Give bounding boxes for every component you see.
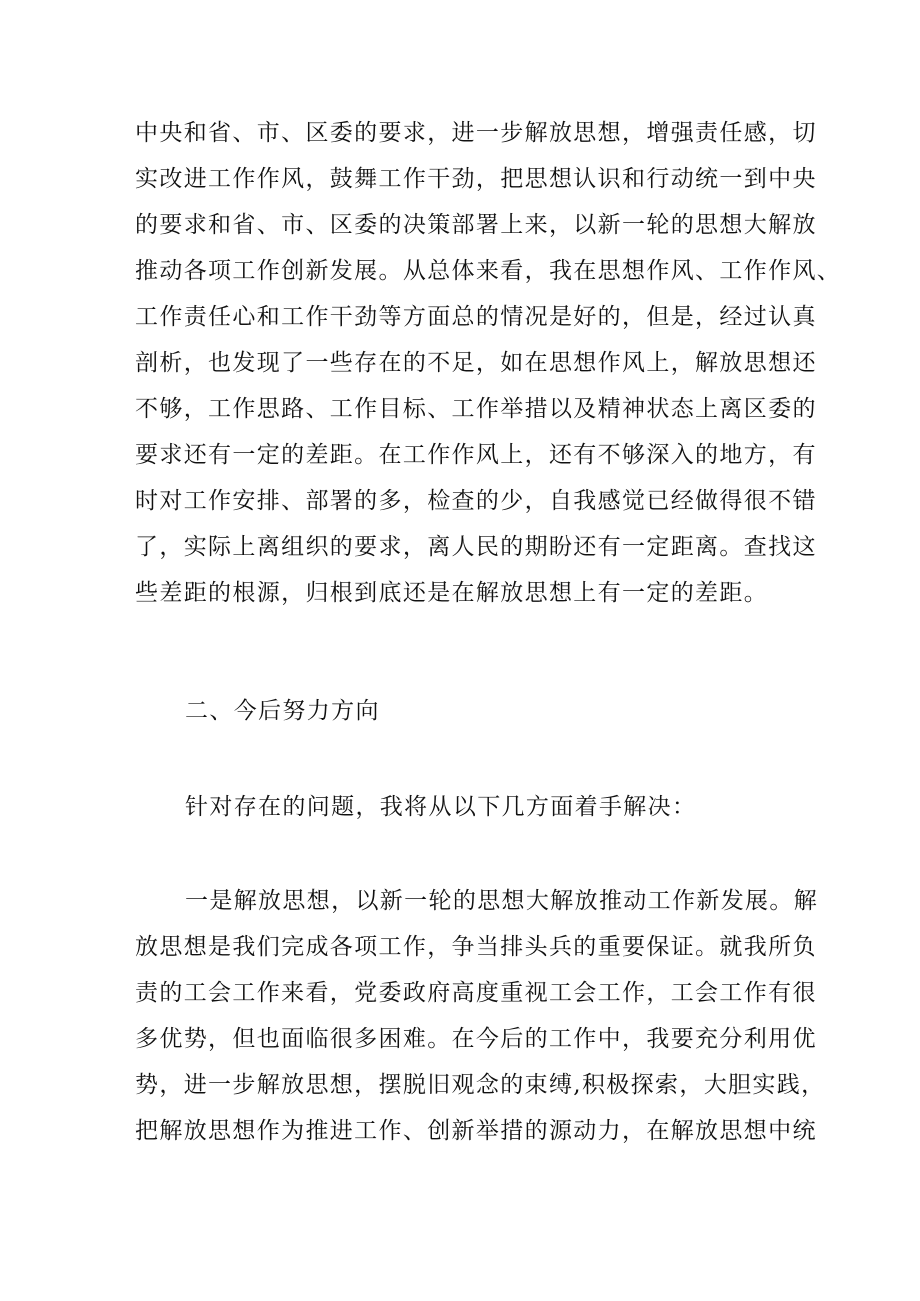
text-line: 实改进工作作风，鼓舞工作干劲，把思想认识和行动统一到中央 [135, 166, 817, 192]
section-heading-text: 二、今后努力方向 [185, 698, 380, 724]
text-line: 剖析，也发现了一些存在的不足，如在思想作风上，解放思想还 [135, 350, 817, 376]
text-line: 的要求和省、市、区委的决策部署上来，以新一轮的思想大解放 [135, 212, 817, 238]
text-line: 了，实际上离组织的要求，离人民的期盼还有一定距离。查找这 [135, 534, 817, 560]
text-line: 势，进一步解放思想，摆脱旧观念的束缚,积极探索，大胆实践， [135, 1072, 826, 1098]
text-line: 一是解放思想，以新一轮的思想大解放推动工作新发展。解 [185, 888, 819, 914]
text-line: 多优势，但也面临很多困难。在今后的工作中，我要充分利用优 [135, 1026, 817, 1052]
section-heading [135, 688, 795, 734]
text-line: 些差距的根源，归根到底还是在解放思想上有一定的差距。 [135, 580, 769, 606]
text-line: 推动各项工作创新发展。从总体来看，我在思想作风、工作作风、 [135, 258, 842, 284]
text-line: 要求还有一定的差距。在工作作风上，还有不够深入的地方，有 [135, 442, 817, 468]
text-line: 把解放思想作为推进工作、创新举措的源动力，在解放思想中统 [135, 1118, 817, 1144]
paragraph-intro [135, 784, 795, 830]
text-line: 中央和省、市、区委的要求，进一步解放思想，增强责任感，切 [135, 120, 817, 146]
paragraph-self-assessment [135, 110, 842, 616]
text-line: 放思想是我们完成各项工作，争当排头兵的重要保证。就我所负 [135, 934, 817, 960]
text-line: 时对工作安排、部署的多，检查的少，自我感觉已经做得很不错 [135, 488, 817, 514]
paragraph-measure-one [135, 878, 826, 1154]
text-line: 针对存在的问题，我将从以下几方面着手解决： [185, 794, 697, 820]
text-line: 责的工会工作来看，党委政府高度重视工会工作，工会工作有很 [135, 980, 817, 1006]
text-line: 不够，工作思路、工作目标、工作举措以及精神状态上离区委的 [135, 396, 817, 422]
text-line: 工作责任心和工作干劲等方面总的情况是好的，但是，经过认真 [135, 304, 817, 330]
